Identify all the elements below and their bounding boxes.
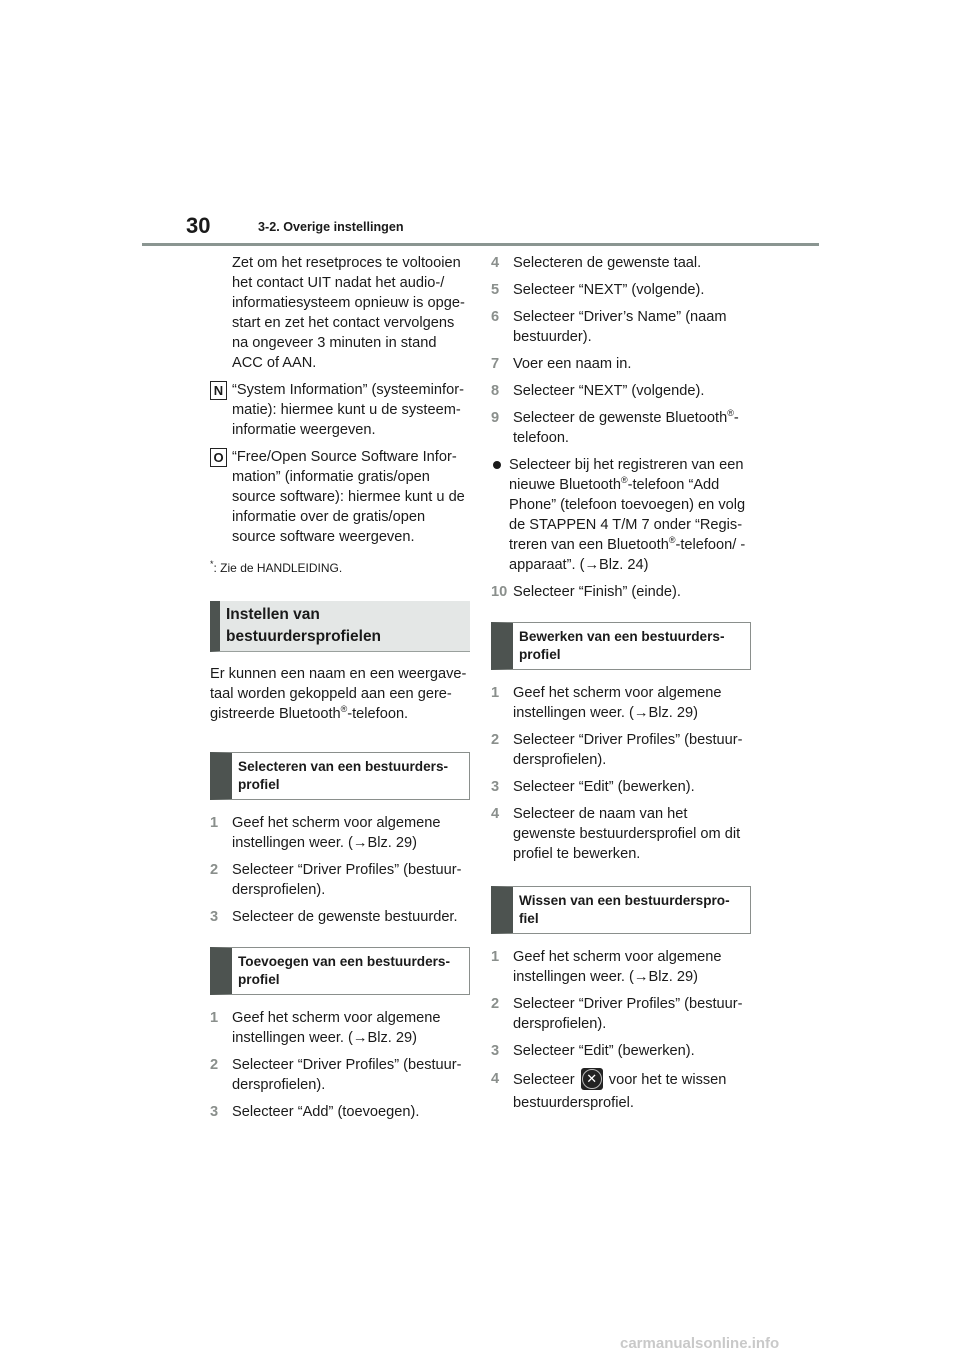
bullet-dot [493, 461, 501, 469]
step [491, 777, 751, 797]
subheading-delete-profile: Wissen van een bestuurderspro- fiel [491, 886, 751, 934]
bullet-text-a: Selecteer bij het registreren van een nieuwe Bluetooth [509, 457, 744, 493]
step [491, 683, 751, 723]
header-divider [142, 243, 819, 246]
left-column [210, 253, 470, 1129]
section-intro [210, 664, 470, 724]
step-number: 3 [491, 779, 500, 795]
section-title: 3-2. Overige instellingen [258, 220, 404, 234]
registered-mark: ® [668, 535, 676, 546]
step-number: 1 [210, 815, 219, 831]
step [491, 253, 751, 273]
step [210, 1055, 470, 1095]
step-number: 9 [491, 410, 500, 426]
step [491, 582, 751, 602]
step-number: 3 [210, 909, 219, 925]
step-number: 10 [491, 584, 508, 600]
step-number: 1 [491, 685, 500, 701]
step-text: Selecteer “Add” (toevoegen). [232, 1104, 420, 1120]
registered-mark: ® [340, 704, 348, 715]
step-number: 8 [491, 383, 500, 399]
step-number: 4 [491, 1071, 500, 1087]
step-number: 2 [491, 996, 500, 1012]
footnote-mark: * [210, 559, 214, 569]
step [491, 1041, 751, 1061]
bullet-note [491, 455, 751, 575]
step-text: Selecteer de gewenste bestuurder. [232, 909, 458, 925]
step [210, 813, 470, 853]
step [210, 1102, 470, 1122]
intro-text-b: -telefoon. [347, 706, 409, 722]
step-text: Voer een naam in. [513, 356, 632, 372]
step-number: 4 [491, 255, 500, 271]
item-o-text: “Free/Open Source Software Infor- mation” (informatie gratis/open source software): hiermee kunt u de informatie over de gratis/open source software weergeven. [232, 449, 465, 545]
step-text: Selecteer “Driver Profiles” (bestuur- dersprofielen). [513, 996, 743, 1032]
step-number: 3 [210, 1104, 219, 1120]
step [491, 354, 751, 374]
reset-intro-text: Zet om het resetproces te voltooien het contact UIT nadat het audio-/ informatiesysteem opnieuw is opge- start en zet het contact vervolgens na ongeveer 3 minuten in stand ACC of AAN. [232, 255, 465, 371]
section-heading: Instellen van bestuurdersprofielen [210, 601, 470, 652]
step [491, 730, 751, 770]
step [210, 907, 470, 927]
step-number: 2 [491, 732, 500, 748]
subheading-edit-profile: Bewerken van een bestuurders- profiel [491, 622, 751, 670]
step-number: 2 [210, 1057, 219, 1073]
step-text: Selecteer “Driver Profiles” (bestuur- dersprofielen). [232, 862, 462, 898]
step-text: Selecteer de gewenste Bluetooth [513, 410, 728, 426]
step-text: Selecteer de naam van het gewenste bestuurdersprofiel om dit profiel te bewerken. [513, 806, 741, 862]
step [491, 381, 751, 401]
subheading-select-profile: Selecteren van een bestuurders- profiel [210, 752, 470, 800]
step-text: Selecteer “Finish” (einde). [513, 584, 681, 600]
step-number: 7 [491, 356, 500, 372]
page-number: 30 [186, 213, 211, 238]
step-text: Selecteer “NEXT” (volgende). [513, 383, 705, 399]
step-text-b: - telefoon. [513, 410, 739, 446]
item-n-text: “System Information” (systeeminfor- matie): hiermee kunt u de systeem- informatie weergeven. [232, 382, 464, 438]
step-text: Geef het scherm voor algemene instellingen weer. (→Blz. 29) [232, 815, 441, 851]
step-number: 3 [491, 1043, 500, 1059]
letter-badge-n: N [210, 381, 227, 400]
step-text-a: Selecteer [513, 1072, 575, 1088]
right-column [491, 253, 751, 1122]
step-number: 6 [491, 309, 500, 325]
step [491, 994, 751, 1034]
step-number: 4 [491, 806, 500, 822]
bullet-text-c: -telefoon/ -apparaat”. (→Blz. 24) [509, 537, 746, 573]
bullet-text-b: -telefoon “Add Phone” (telefoon toevoegen) en volg de STAPPEN 4 T/M 7 onder “Regis- treren van een Bluetooth [509, 477, 746, 553]
step [491, 307, 751, 347]
step-text: Selecteer “Driver’s Name” (naam bestuurder). [513, 309, 727, 345]
intro-text-a: Er kunnen een naam en een weergave- taal worden gekoppeld aan een gere- gistreerde Bluetooth [210, 666, 467, 722]
step-text: Selecteer “NEXT” (volgende). [513, 282, 705, 298]
close-x-icon: ✕ [581, 1068, 603, 1090]
step-text-b: voor het te wissen bestuurdersprofiel. [513, 1072, 727, 1111]
step [491, 408, 751, 448]
step-text: Geef het scherm voor algemene instellingen weer. (→Blz. 29) [232, 1010, 441, 1046]
step-text: Geef het scherm voor algemene instellingen weer. (→Blz. 29) [513, 949, 722, 985]
step [210, 1008, 470, 1048]
step-text: Geef het scherm voor algemene instellingen weer. (→Blz. 29) [513, 685, 722, 721]
step-text: Selecteer “Edit” (bewerken). [513, 779, 695, 795]
step [210, 860, 470, 900]
step [491, 804, 751, 864]
footnote [210, 554, 470, 578]
item-o [210, 447, 470, 547]
letter-badge-o: O [210, 448, 227, 467]
step-number: 5 [491, 282, 500, 298]
step-text: Selecteer “Driver Profiles” (bestuur- dersprofielen). [513, 732, 743, 768]
step-number: 1 [210, 1010, 219, 1026]
item-n [210, 380, 470, 440]
step-text: Selecteren de gewenste taal. [513, 255, 702, 271]
step [491, 280, 751, 300]
registered-mark: ® [620, 475, 628, 486]
step [491, 947, 751, 987]
subheading-add-profile: Toevoegen van een bestuurders- profiel [210, 947, 470, 995]
step-number: 1 [491, 949, 500, 965]
step-text: Selecteer “Driver Profiles” (bestuur- dersprofielen). [232, 1057, 462, 1093]
footnote-text: : Zie de HANDLEIDING. [213, 561, 343, 575]
watermark: carmanualsonline.info [620, 1335, 780, 1352]
step [491, 1068, 751, 1115]
step-number: 2 [210, 862, 219, 878]
step-text: Selecteer “Edit” (bewerken). [513, 1043, 695, 1059]
registered-mark: ® [727, 408, 734, 419]
